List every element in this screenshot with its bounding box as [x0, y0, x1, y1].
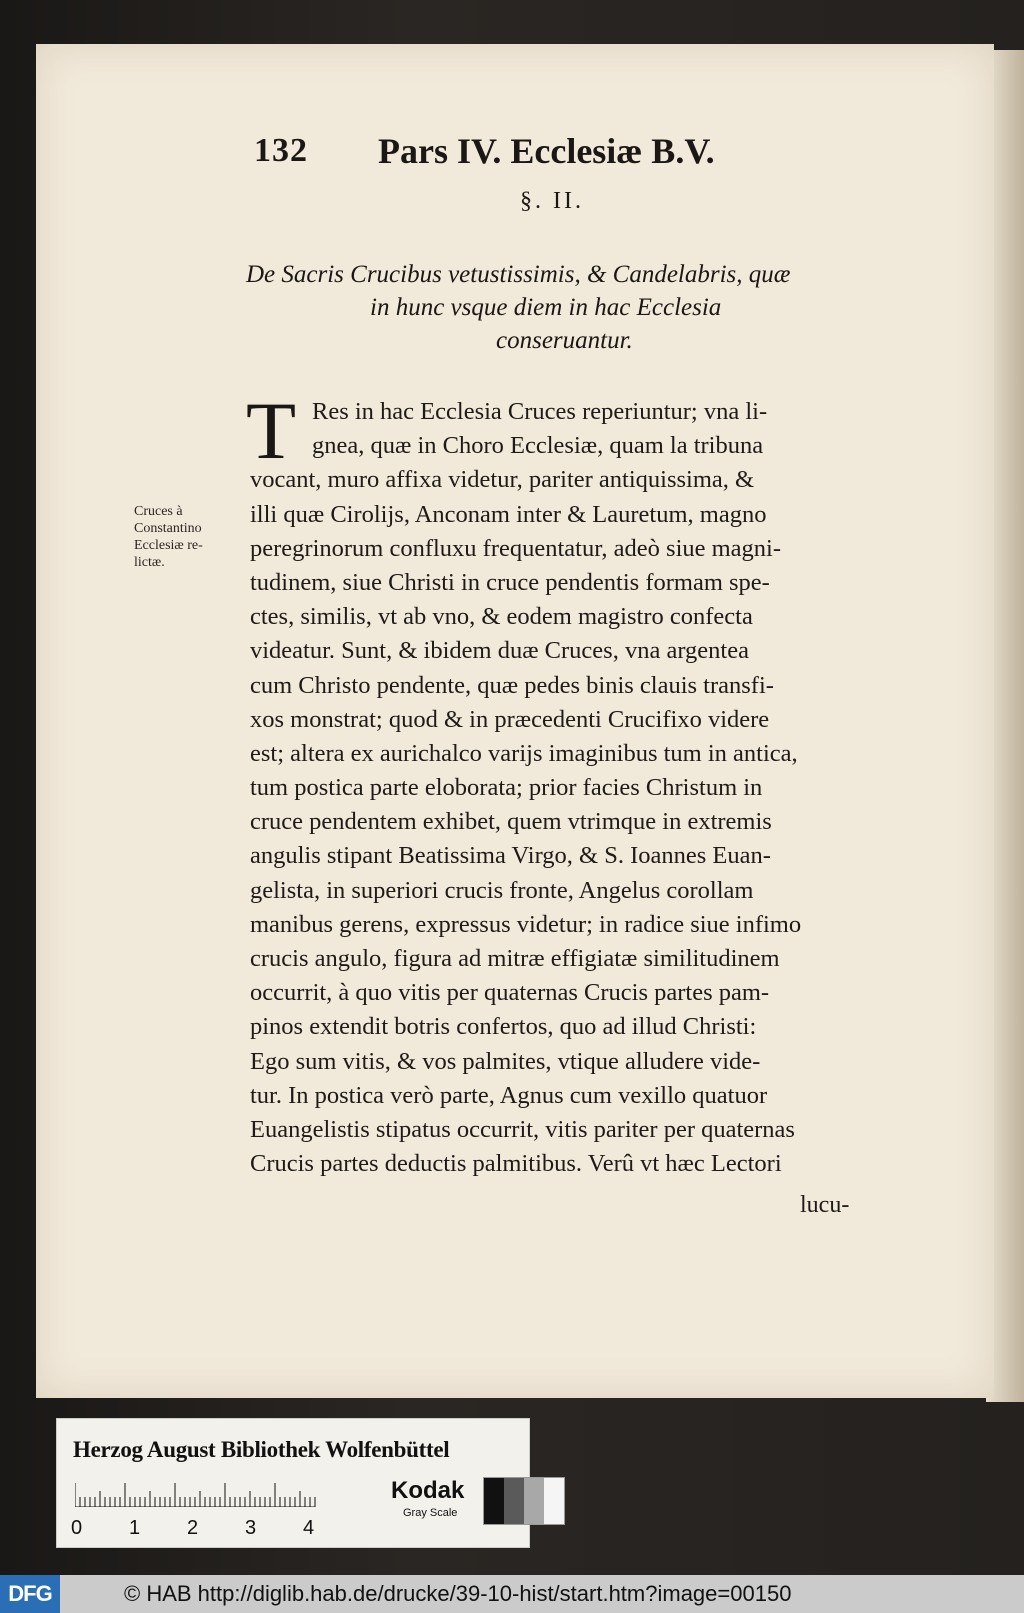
dfg-logo: DFG — [0, 1575, 60, 1613]
ruler-number: 1 — [129, 1517, 141, 1539]
margin-note — [134, 503, 244, 571]
swatch-light-gray — [524, 1478, 544, 1524]
library-name: Herzog August Bibliothek Wolfenbüttel — [73, 1437, 450, 1462]
margin-note-line: Constantino — [134, 521, 202, 536]
text-line: Ego sum vitis, & vos palmites, vtique alludere vide- — [250, 1047, 761, 1075]
ruler-number: 0 — [71, 1517, 83, 1539]
text-line: pinos extendit botris confertos, quo ad illud Christi: — [250, 1013, 757, 1041]
text-line: tum postica parte eloborata; prior facies Christum in — [250, 774, 763, 802]
swatch-dark-gray — [504, 1478, 524, 1524]
text-line: manibus gerens, expressus videtur; in radice siue infimo — [250, 910, 802, 938]
section-heading — [246, 258, 906, 357]
running-head: Pars IV. Ecclesiæ B.V. — [378, 131, 715, 171]
text-line: occurrit, à quo vitis per quaternas Crucis partes pam- — [250, 979, 770, 1007]
ruler-numbers — [71, 1517, 371, 1541]
footer-bar — [0, 1575, 1024, 1613]
library-label — [56, 1418, 530, 1548]
text-line: ctes, similis, vt ab vno, & eodem magistro confecta — [250, 603, 753, 631]
text-line: xos monstrat; quod & in præcedenti Crucifixo videre — [250, 705, 770, 733]
ruler-number: 4 — [303, 1517, 315, 1539]
margin-note-line: Ecclesiæ re- — [134, 538, 203, 553]
drop-cap: T — [246, 385, 297, 476]
catchword: lucu- — [800, 1192, 850, 1218]
text-line: vocant, muro affixa videtur, pariter antiquissima, & — [250, 466, 755, 494]
kodak-logo: Kodak — [391, 1477, 465, 1504]
gray-swatches — [483, 1477, 565, 1525]
section-mark: §. II. — [520, 188, 584, 214]
heading-line: De Sacris Crucibus vetustissimis, & Candelabris, quæ — [246, 261, 791, 288]
page-header — [254, 130, 814, 190]
text-line: crucis angulo, figura ad mitræ effigiatæ similitudinem — [250, 945, 780, 972]
text-line: cruce pendentem exhibet, quem vtrimque in extremis — [250, 808, 772, 836]
page-number: 132 — [254, 132, 308, 169]
margin-note-line: lictæ. — [134, 555, 165, 570]
ruler-scale — [75, 1481, 375, 1507]
text-line: Res in hac Ecclesia Cruces reperiuntur; vna li- — [312, 398, 768, 425]
ruler-number: 3 — [245, 1517, 257, 1539]
text-line: Euangelistis stipatus occurrit, vitis pariter per quaternas — [250, 1115, 795, 1143]
margin-note-line: Cruces à — [134, 504, 183, 519]
swatch-white — [544, 1478, 564, 1524]
body-text — [250, 395, 910, 1181]
text-line: cum Christo pendente, quæ pedes binis clauis transfi- — [250, 671, 774, 699]
text-line: angulis stipant Beatissima Virgo, & S. Ioannes Euan- — [250, 842, 771, 870]
text-line: tur. In postica verò parte, Agnus cum vexillo quatuor — [250, 1081, 768, 1109]
text-line: illi quæ Cirolijs, Anconam inter & Lauretum, magno — [250, 500, 767, 528]
heading-line: in hunc vsque diem in hac Ecclesia — [370, 294, 722, 321]
text-line: videatur. Sunt, & ibidem duæ Cruces, vna argentea — [250, 637, 749, 665]
text-line: Crucis partes deductis palmitibus. Verû vt hæc Lectori — [250, 1150, 782, 1178]
text-line: tudinem, siue Christi in cruce pendentis formam spe- — [250, 568, 770, 596]
ruler-number: 2 — [187, 1517, 199, 1539]
copyright-url[interactable]: © HAB http://diglib.hab.de/drucke/39-10-hist/start.htm?image=00150 — [124, 1581, 792, 1606]
gray-scale-label: Gray Scale — [403, 1507, 458, 1519]
text-line: gnea, quæ in Choro Ecclesiæ, quam la tribuna — [312, 432, 764, 460]
text-line: est; altera ex aurichalco varijs imaginibus tum in antica, — [250, 739, 798, 767]
text-line: gelista, in superiori crucis fronte, Angelus corollam — [250, 876, 754, 904]
swatch-black — [484, 1478, 504, 1524]
heading-line: conseruantur. — [496, 327, 633, 354]
text-line: peregrinorum confluxu frequentatur, adeò siue magni- — [250, 534, 782, 562]
